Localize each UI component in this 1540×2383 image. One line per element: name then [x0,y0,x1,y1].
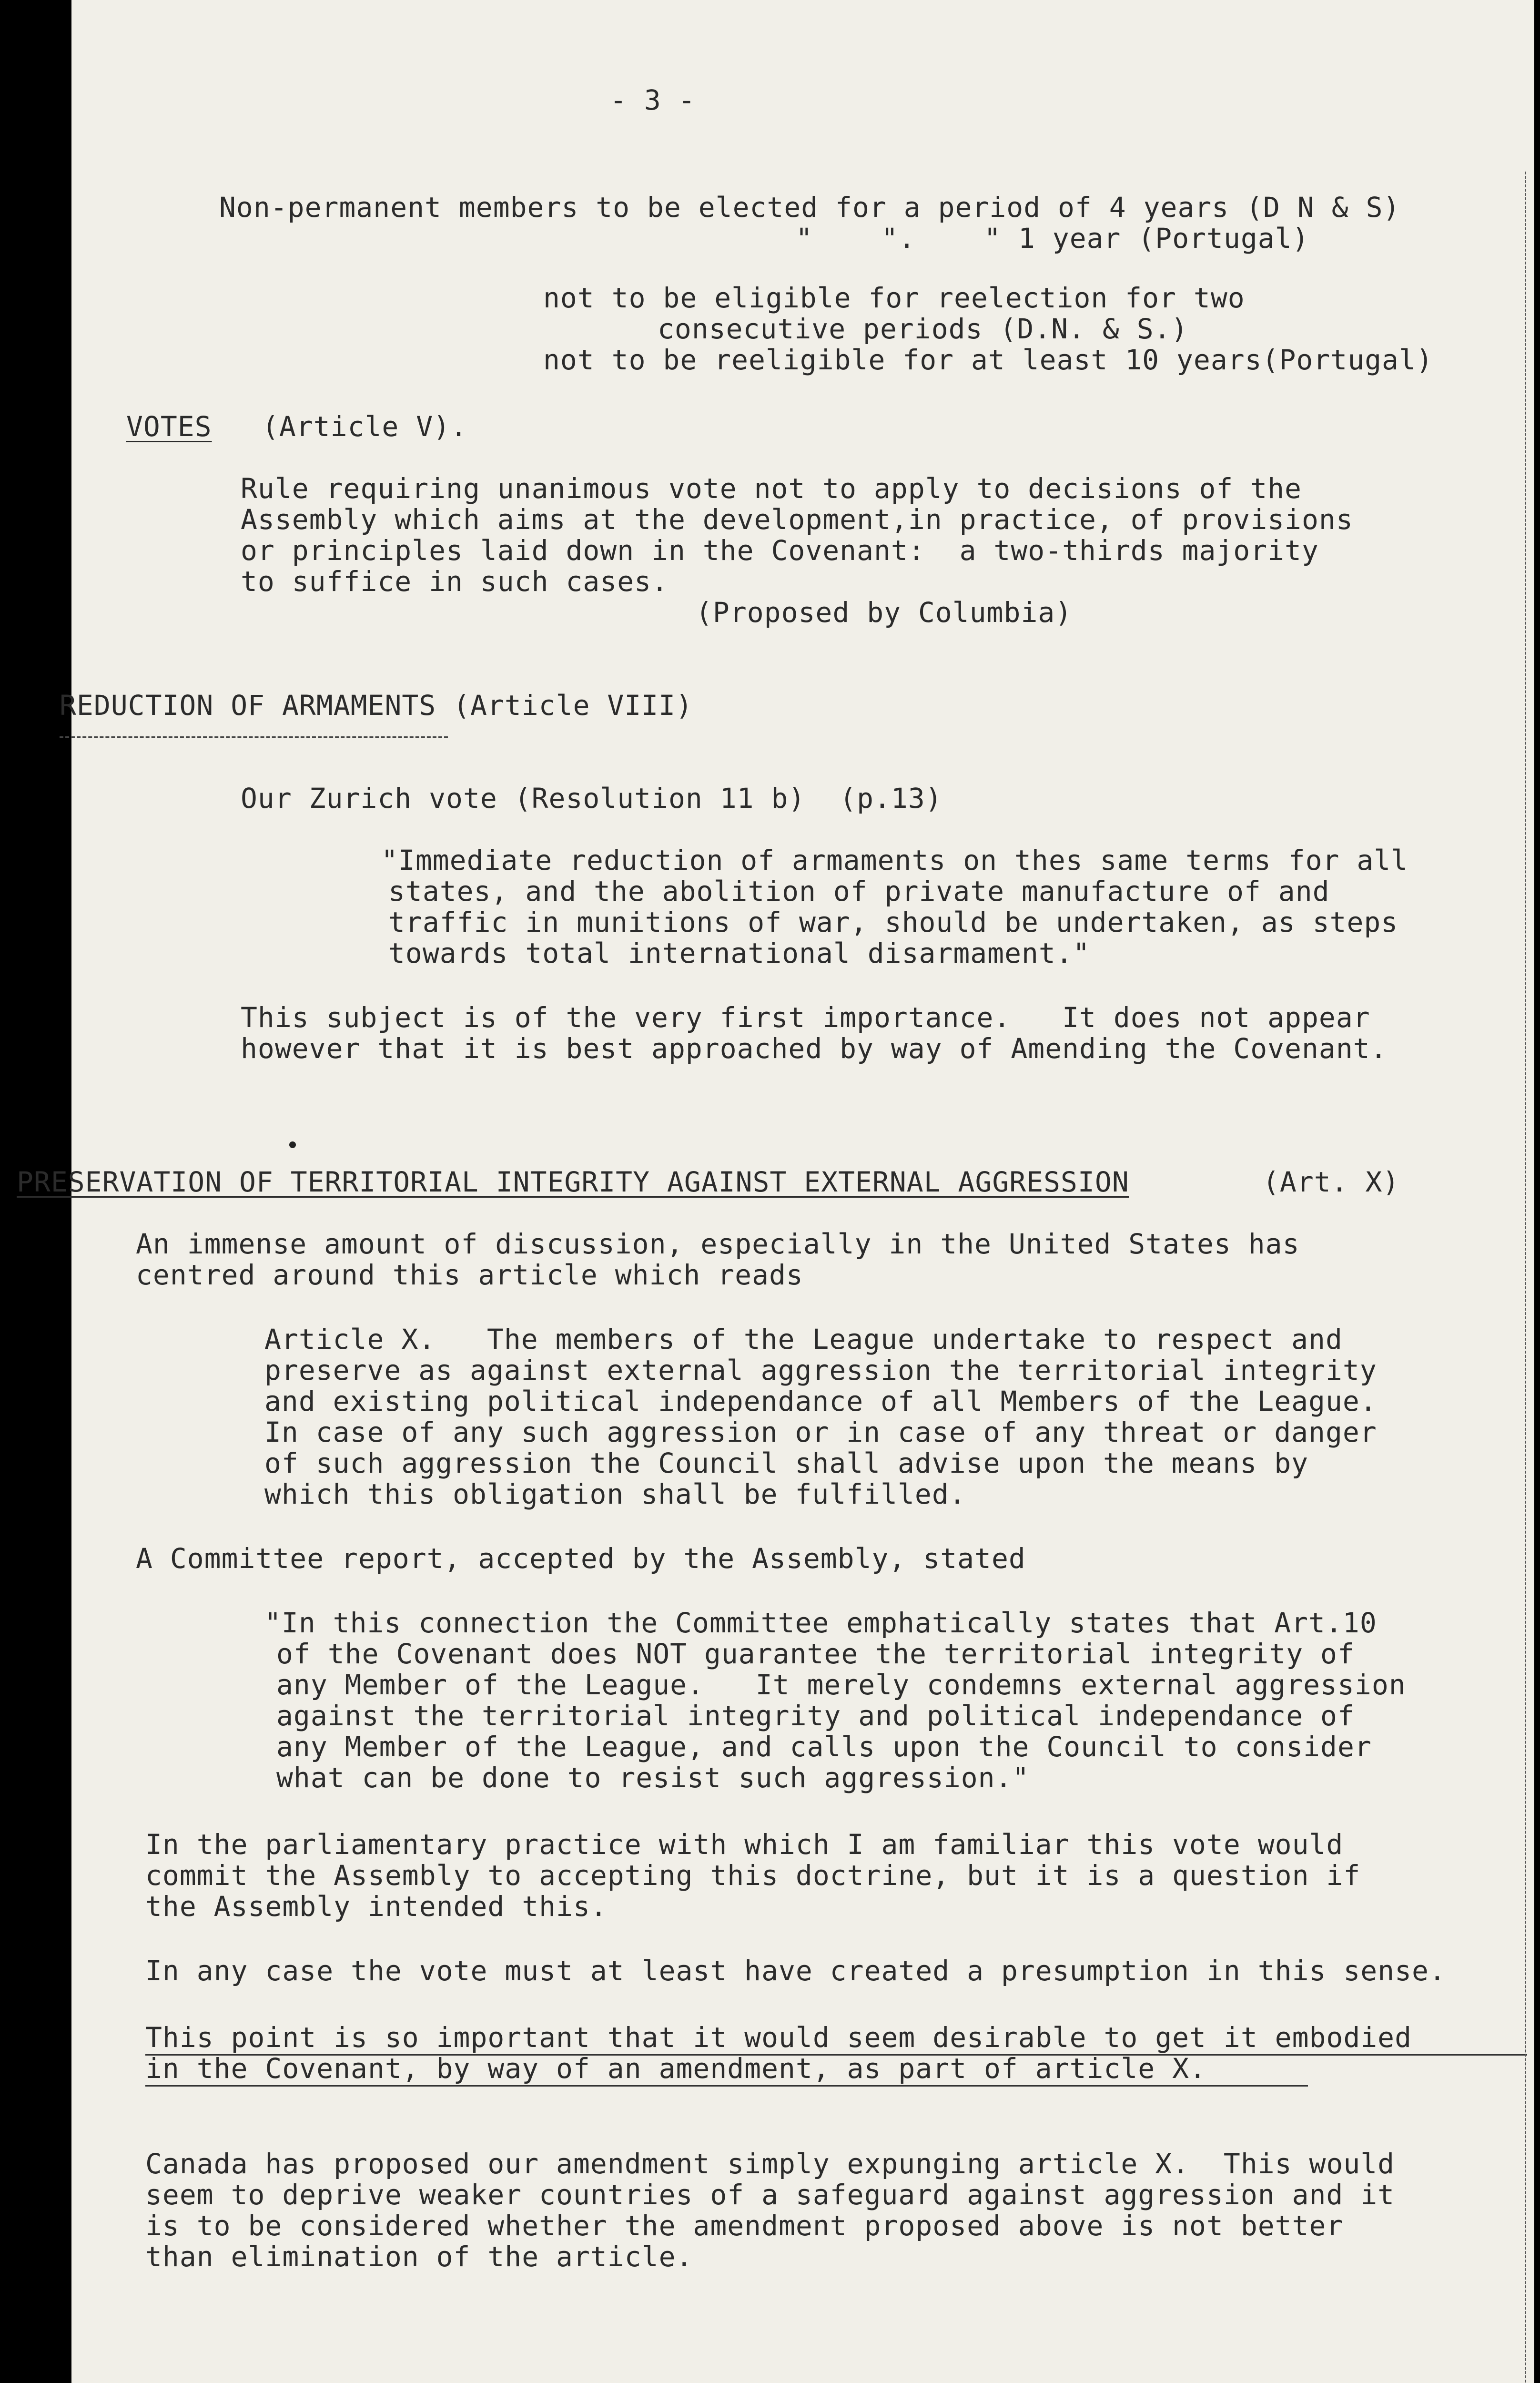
article-x-line-2: preserve as against external aggression the territorial integrity [264,1354,1377,1386]
ink-dot [289,1141,296,1148]
zurich-quote-line-4: towards total international disarmament." [388,937,1090,969]
article-x-line-5: of such aggression the Council shall advise upon the means by [264,1447,1309,1479]
votes-para-line-1: Rule requiring unanimous vote not to apply to decisions of the [241,472,1302,505]
committee-quote-line-6: what can be done to resist such aggression." [276,1762,1030,1794]
members-line-1: Non-permanent members to be elected for a period of 4 years (D N & S) [219,191,1400,224]
parliamentary-line-2: commit the Assembly to accepting this doctrine, but it is a question if [145,1859,1361,1892]
preservation-heading: PRESERVATION OF TERRITORIAL INTEGRITY AGAINST EXTERNAL AGGRESSION [17,1166,1129,1198]
preservation-intro-line-2: centred around this article which reads [136,1259,803,1291]
article-x-line-3: and existing political independance of all Members of the League. [264,1385,1377,1417]
committee-quote-line-1: "In this connection the Committee emphatically states that Art.10 [264,1607,1377,1639]
parliamentary-line-1: In the parliamentary practice with which I am familiar this vote would [145,1828,1344,1861]
important-line-2: in the Covenant, by way of an amendment, as part of article X. [145,2052,1206,2085]
armaments-comment-line-1: This subject is of the very first importance. It does not appear [241,1001,1370,1034]
parliamentary-line-3: the Assembly intended this. [145,1890,608,1923]
presumption-line: In any case the vote must at least have created a presumption in this sense. [145,1955,1446,1987]
preservation-article-ref: (Art. X) [1263,1166,1400,1198]
document-page [17,0,1534,2383]
members-line-4: consecutive periods (D.N. & S.) [658,313,1188,345]
votes-para-line-2: Assembly which aims at the development,in practice, of provisions [241,503,1353,536]
committee-intro: A Committee report, accepted by the Assembly, stated [136,1542,1026,1575]
votes-article-ref: (Article V). [262,410,468,443]
votes-para-line-3: or principles laid down in the Covenant: a two-thirds majority [241,534,1319,567]
armaments-heading-dashed-underline [60,736,448,738]
armaments-heading: REDUCTION OF ARMAMENTS (Article VIII) [60,689,693,722]
zurich-quote-line-3: traffic in munitions of war, should be undertaken, as steps [388,906,1398,938]
important-underline-2 [145,2085,1308,2087]
members-line-3: not to be eligible for reelection for two [543,282,1245,314]
article-x-line-4: In case of any such aggression or in case of any threat or danger [264,1416,1377,1448]
article-x-line-1: Article X. The members of the League undertake to respect and [264,1323,1343,1355]
committee-quote-line-4: against the territorial integrity and political independance of [276,1700,1355,1732]
committee-quote-line-5: any Member of the League, and calls upon the Council to consider [276,1731,1372,1763]
right-margin-border [1525,172,1526,2383]
armaments-comment-line-2: however that it is best approached by way of Amending the Covenant. [241,1032,1388,1065]
committee-quote-line-3: any Member of the League. It merely condemns external aggression [276,1669,1406,1701]
article-x-line-6: which this obligation shall be fulfilled. [264,1478,966,1510]
canada-line-2: seem to deprive weaker countries of a safeguard against aggression and it [145,2179,1395,2211]
votes-heading: VOTES [126,410,212,443]
canada-line-4: than elimination of the article. [145,2240,693,2273]
preservation-intro-line-1: An immense amount of discussion, especially in the United States has [136,1228,1300,1260]
page-number: - 3 - [610,84,696,116]
votes-para-line-4: to suffice in such cases. [241,565,669,598]
members-line-2: " ". " 1 year (Portugal) [796,222,1309,255]
votes-proposed-by: (Proposed by Columbia) [696,596,1073,629]
zurich-quote-line-1: "Immediate reduction of armaments on thes same terms for all [381,844,1408,876]
members-line-5: not to be reeligible for at least 10 years(Portugal) [543,344,1433,376]
zurich-quote-line-2: states, and the abolition of private manufacture of and [388,875,1330,907]
zurich-vote: Our Zurich vote (Resolution 11 b) (p.13) [241,782,942,815]
committee-quote-line-2: of the Covenant does NOT guarantee the territorial integrity of [276,1638,1355,1670]
important-line-1: This point is so important that it would seem desirable to get it embodied [145,2021,1412,2054]
canada-line-1: Canada has proposed our amendment simply expunging article X. This would [145,2148,1395,2180]
canada-line-3: is to be considered whether the amendment proposed above is not better [145,2210,1344,2242]
